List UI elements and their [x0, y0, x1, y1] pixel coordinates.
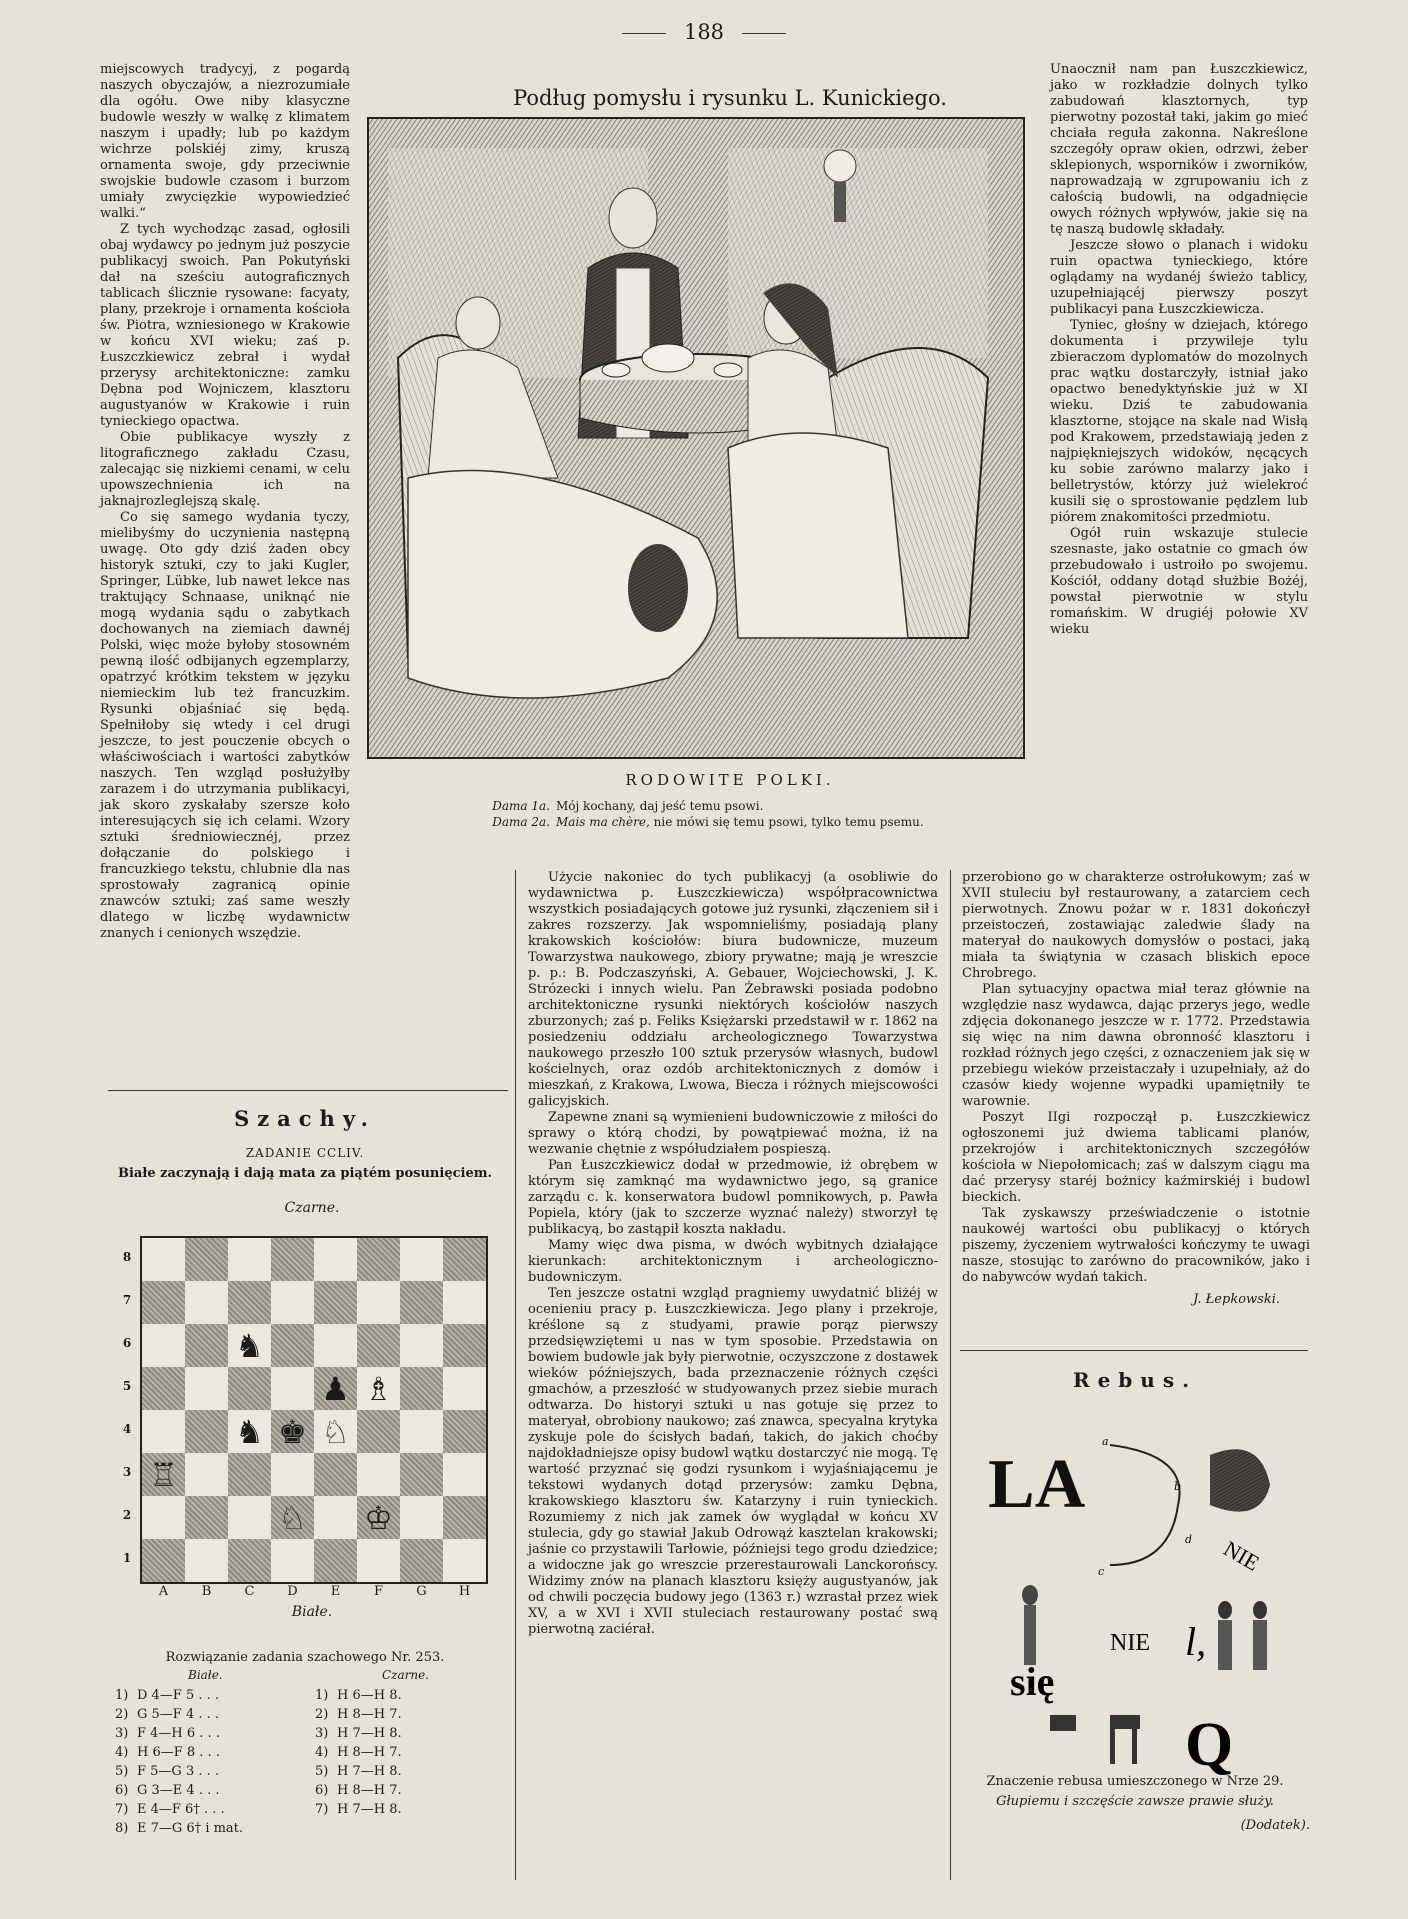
chess-square [357, 1281, 400, 1324]
chess-piece: ♘ [278, 1498, 307, 1537]
article-paragraph: Zapewne znani są wymienieni budowniczowie z miłości do sprawy o którą chodzi, by powątpiewać można, iż na wezwanie chętnie z współudziałem pospieszą. [528, 1110, 938, 1157]
solution-white-move: E 4—F 6† . . . [137, 1802, 225, 1817]
chess-square [400, 1238, 443, 1281]
chess-piece: ♗ [364, 1369, 393, 1408]
column-right-bottom [962, 870, 1310, 1330]
caption-speaker: Dama 1a. [492, 799, 550, 813]
file-label: H [458, 1584, 471, 1599]
article-paragraph: Użycie nakoniec do tych publikacyj (a osobliwie do wydawnictwa p. Łuszczkiewicza) współpracownictwa wszystkich posiadających gotowe już rysunki, złączeniem sił i zakres rozszerzy. Jak wspomnieliśmy, posiadają plany krakowskich kościołów: biura budownicze, muzeum Towarzystwa naukowego, zbiory prywatne; mają je wreszcie p. p.: B. Podczaszyński, A. Gebauer, Wojciechowski, J. K. Strózecki i innych wielu. Pan Żebrawski posiada podobno architektoniczne rysunki niektórych kościołów naszych zburzonych; zaś p. Feliks Księżarski przedstawił w r. 1862 na posiedzeniu oddziału archeologicznego Towarzystwa naukowego przeszło 100 sztuk przerysów własnych, budowl kościelnych, oraz ozdób architektonicznych z domów i mieszkań, z Krakowa, Lwowa, Biecza i różnych miejscowości galicyjskich. [528, 870, 938, 1109]
rank-label: 2 [122, 1508, 132, 1522]
solution-move-number: 6) [115, 1783, 129, 1798]
chess-square [400, 1324, 443, 1367]
chess-square [357, 1539, 400, 1582]
section-divider [108, 1090, 508, 1091]
rebus-title: Rebus. [1072, 1368, 1198, 1392]
chess-square [271, 1367, 314, 1410]
rebus-man-icon [1022, 1585, 1038, 1605]
section-divider [960, 1350, 1308, 1351]
chess-square [400, 1539, 443, 1582]
chess-square [314, 1453, 357, 1496]
chess-square [357, 1367, 400, 1410]
solution-white-move: H 6—F 8 . . . [137, 1745, 220, 1760]
rebus-two-men-icon [1218, 1601, 1267, 1670]
solution-move-number: 2) [315, 1707, 329, 1722]
solution-move-number: 3) [115, 1726, 129, 1741]
article-paragraph: Ogół ruin wskazuje stulecie szesnaste, jako ostatnie co gmach ów przebudowało i ustroiło po swojemu. Kościół, oddany dotąd służbie Bożéj, powstał pierwotnie w stylu romańskim. W drugiéj połowie XV wieku [1050, 526, 1308, 637]
chess-square [400, 1496, 443, 1539]
chess-square [400, 1453, 443, 1496]
chess-solution-title: Rozwiązanie zadania szachowego Nr. 253. [165, 1650, 445, 1665]
chess-square [357, 1453, 400, 1496]
chess-board [140, 1236, 488, 1584]
chess-square [142, 1453, 185, 1496]
chess-square [185, 1367, 228, 1410]
chess-square [400, 1410, 443, 1453]
chess-piece: ♟ [321, 1369, 350, 1408]
solution-black-head: Czarne. [382, 1668, 430, 1682]
caption-line-1 [472, 799, 763, 813]
chess-square [271, 1238, 314, 1281]
chess-piece: ♖ [149, 1455, 178, 1494]
rebus-l: l, [1185, 1619, 1207, 1664]
chess-square [314, 1496, 357, 1539]
chess-piece: ♞ [235, 1326, 264, 1365]
chess-square [443, 1539, 486, 1582]
rank-label: 4 [122, 1422, 132, 1436]
solution-move-number: 7) [315, 1802, 329, 1817]
chess-square [443, 1324, 486, 1367]
chess-square [271, 1410, 314, 1453]
chess-square [228, 1238, 271, 1281]
solution-black-move: H 8—H 7. [337, 1707, 402, 1722]
solution-white-move: G 3—E 4 . . . [137, 1783, 220, 1798]
rebus-fish-head-icon [1210, 1449, 1270, 1511]
chess-square [185, 1410, 228, 1453]
rebus-nie: NIE [1219, 1535, 1264, 1576]
rank-label: 6 [122, 1336, 132, 1350]
chess-square [357, 1496, 400, 1539]
caption-speaker: Dama 2a. [492, 815, 550, 829]
article-paragraph: Pan Łuszczkiewicz dodał w przedmowie, iż obrębem w którym się zamknąć ma wydawnictwo jego, są granice zarządu c. k. konserwatora budowl pomnikowych, p. Pawła Popiela, który (jak to szczerze wyznać należy) stworzył tę publikacyą, bo zastąpił koszta nakładu. [528, 1158, 938, 1237]
teacup-icon [714, 363, 742, 377]
chess-square [357, 1324, 400, 1367]
article-paragraph: Ten jeszcze ostatni wzgląd pragniemy uwydatnić bliżéj w ocenieniu pracy p. Łuszczkiewicza. Jego plany i przekroje, kréślone są z studyami, prawie porąz pierwszy przedsięwziętemi u nas w tym sposobie. Przedstawia on bowiem budowle jak były pierwotnie, oczyszczone z dostawek wieków późniejszych, bada przeznaczenie różnych części gmachów, a przeszłość w studyowanych przez siebie murach odtwarza. Do historyi sztuki u nas gotuje się przez to materyał, obrobiony naukowo; zaś znawca, specyalna krytyka zyskuje pole do ścisłych badań, takich, do jakich choćby najdokładniejsze opisy budowl wątku dostarczyć nie mogą. Tę wartość przyznać się godzi rysunkom i wyjaśniającemu je tekstowi wydanych dotąd przerysów: zamku Dębna, krakowskiego klasztoru św. Katarzyny i ruin tynieckich. Rozumiemy z nich jak zamek ów wyglądał w końcu XV stulecia, gdy go stawiał Jakub Odrowąż kasztelan krakowski; jaśnie co przystawili Tarłowie, późniejsi tego grodu dziedzice; a widoczne jak go wreszcie przerestaurowali Lanckorońscy. Widzimy znów na planach klasztoru księży augustyanów, jak od chwili poczęcia budowy jego (1363 r.) wzrastał przez wiek XV, a w XVI i XVII stuleciach restaurowany postać swą pierwotną zaciérał. [528, 1286, 938, 1637]
chess-square [142, 1238, 185, 1281]
column-rule [950, 870, 951, 1880]
article-paragraph: Mamy więc dwa pisma, w dwóch wybitnych działające kierunkach: architektonicznym i archeologiczno-budowniczym. [528, 1238, 938, 1285]
solution-move-number: 2) [115, 1707, 129, 1722]
teacup-icon [602, 363, 630, 377]
rebus-footer-answer: Głupiemu i szczęście zawsze prawie służy. [996, 1794, 1274, 1809]
article-paragraph: miejscowych tradycyj, z pogardą naszych obyczajów, a niezrozumiałe dla ogółu. Owe niby klasyczne budowle weszły w walkę z klimatem naszym i upadły; lub po każdym wichrze polskiéj zimy, kruszą ornamenta swoje, gdy przeciwnie swojskie budowle czasom i burzom umiały zwycięzkie wypowiedzieć walki.“ [100, 62, 350, 221]
article-paragraph: Unaocznił nam pan Łuszczkiewicz, jako w rozkładzie dolnych tylko zabudowań klasztornych, typ pierwotny pozostał taki, jakim go mieć chciała reguła zakonna. Nakreślone szczegóły opraw okien, odrzwi, żeber sklepionych, wsporników i zworników, naprowadzają w zgrupowaniu ich z całością budowli, na odgadnięcie owych różnych wpływów, jakie się na tę naszą budowlę składały. [1050, 62, 1308, 237]
solution-move-number: 1) [315, 1688, 329, 1703]
rebus-letter: d [1185, 1533, 1193, 1546]
chess-square [443, 1281, 486, 1324]
caption-text-italic: Mais ma chère, [556, 815, 650, 829]
lamp-icon [824, 150, 856, 182]
solution-black-move: H 8—H 7. [337, 1783, 402, 1798]
rebus-la: LA [988, 1446, 1086, 1523]
solution-white-head: Białe. [188, 1668, 223, 1682]
solution-black-move: H 6—H 8. [337, 1688, 402, 1703]
file-label: G [416, 1584, 427, 1599]
chess-square [443, 1367, 486, 1410]
article-paragraph: Z tych wychodząc zasad, ogłosili obaj wydawcy po jednym już poszycie publikacyj swoich. Pan Pokutyński dał na sześciu autograficznych tablicach ślicznie rysowane: facyaty, plany, przekroje i ornamenta kościoła św. Piotra, wzniesionego w Krakowie w końcu XVI wieku; zaś p. Łuszczkiewicz zebrał i wydał przerysy architektoniczne: zamku Dębna pod Wojniczem, klasztoru augustyanów w Krakowie i ruin tynieckiego opactwa. [100, 222, 350, 429]
chess-square [314, 1410, 357, 1453]
chess-square [228, 1496, 271, 1539]
chess-square [142, 1367, 185, 1410]
caption-text: Mój kochany, daj jeść temu psowi. [556, 799, 764, 813]
chess-square [142, 1324, 185, 1367]
solution-move-number: 5) [315, 1764, 329, 1779]
chess-square [314, 1238, 357, 1281]
chess-square [443, 1410, 486, 1453]
chess-piece: ♞ [235, 1412, 264, 1451]
chess-piece: ♚ [278, 1412, 307, 1451]
file-label: F [373, 1584, 384, 1599]
rebus-sie: się [1010, 1659, 1055, 1704]
rebus-footer-note: (Dodatek). [1240, 1818, 1310, 1833]
author-signature: J. Łepkowski. [1193, 1292, 1280, 1307]
solution-move-number: 7) [115, 1802, 129, 1817]
rank-label: 5 [122, 1379, 132, 1393]
chess-square [228, 1367, 271, 1410]
rank-labels [118, 1236, 136, 1580]
white-side-label: Białe. [291, 1604, 333, 1620]
illustration-engraving [368, 118, 1024, 758]
article-paragraph: przerobiono go w charakterze ostrołukowym; zaś w XVII stuleciu był restaurowany, a zatarciem cech pierwotnych. Znowu pożar w r. 1831 dokończył przeistoczeń, zostawiając zaledwie ślady na materyał do naukowych domysłów o postaci, jaką miała ta świątynia w czasach bliskich epoce Chrobrego. [962, 870, 1310, 981]
caption-line-2 [472, 815, 924, 829]
page-number-text: 188 [683, 20, 725, 44]
chess-problem-rule: Białe zaczynają i dają mata za piątém posunięciem. [117, 1166, 493, 1181]
article-paragraph: Co się samego wydania tyczy, mielibyśmy do uczynienia następną uwagę. Oto gdy dziś żaden obcy historyk sztuki, czy to jaki Kugler, Springer, Lübke, lub nawet lekce nas traktujący Schnaase, uniknąć nie mogą wydania sądu o zabytkach dochowanych na ziemiach dawnéj Polski, więc może byłoby stosowném pewną ilość odbijanych egzemplarzy, opatrzyć krótkim tekstem w języku niemieckim lub też francuzkim. Rysunki objaśniać się będą. Spełniłoby się wtedy i cel drugi jeszcze, to jest pouczenie obcych o właściwościach i wartości zabytków naszych. Ten wzgląd posłużyłby zarazem i do utrzymania publikacyi, jak skoro zyskałaby szersze koło interesujących się ich celami. Wzory sztuki średniowiecznéj, przez dołączanie do polskiego i francuzkiego tekstu, chlubnie dla nas sprostowały zagranicą opinie znawców sztuki; zaś same weszły dlatego w liczbę wydawnictw znanych i cenionych wszędzie. [100, 510, 350, 941]
chess-square [185, 1453, 228, 1496]
solution-white-move: G 5—F 4 . . . [137, 1707, 220, 1722]
chess-square [357, 1238, 400, 1281]
chess-square [443, 1496, 486, 1539]
chess-square [185, 1324, 228, 1367]
rank-label: 1 [122, 1551, 132, 1565]
solution-move-number: 8) [115, 1821, 129, 1836]
chess-problem-number: ZADANIE CCLIV. [245, 1146, 365, 1160]
caption-text: nie mówi się temu psowi, tylko temu psemu. [649, 815, 924, 829]
chess-square [443, 1238, 486, 1281]
rebus-q: Q [1185, 1711, 1234, 1779]
rebus-nie-small: NIE [1110, 1630, 1150, 1656]
article-paragraph: Tyniec, głośny w dziejach, którego dokumenta i przywileje tylu zbieraczom dyplomatów do mozolnych prac wątku dostarczyły, istniał jako opactwo benedyktyńskie już w XI wieku. Dziś te zabudowania klasztorne, stojące na skale nad Wisłą pod Krakowem, przedstawiają jeden z najpiękniejszych widoków, nęcących ku sobie zarówno malarzy jako i belletrystów, którzy już wielekroć kusili się o sprostowanie pędzlem lub piórem znakomitości przedmiotu. [1050, 318, 1308, 525]
chess-square [314, 1324, 357, 1367]
column-middle [528, 870, 938, 1878]
chess-piece: ♔ [364, 1498, 393, 1537]
solution-black-move: H 7—H 8. [337, 1764, 402, 1779]
article-paragraph: Poszyt IIgi rozpoczął p. Łuszczkiewicz ogłoszonemi już dwiema tablicami planów, przekrojów i architektonicznych szczegółów kościoła w Niepołomicach; zaś w dalszym ciągu ma dać przerysy staréj bożnicy kaźmirskiéj i budowl bieckich. [962, 1110, 1310, 1205]
illustration-title: RODOWITE POLKI. [625, 771, 835, 789]
dog-figure [628, 544, 688, 632]
file-label: B [201, 1584, 212, 1599]
black-side-label: Czarne. [284, 1200, 340, 1216]
chess-square [228, 1324, 271, 1367]
solution-move-number: 1) [115, 1688, 129, 1703]
rebus-horse-legs-icon [1050, 1715, 1140, 1764]
rebus-letter: b [1174, 1480, 1182, 1493]
chess-square [185, 1281, 228, 1324]
solution-move-number: 5) [115, 1764, 129, 1779]
file-label: C [244, 1584, 255, 1599]
chess-square [142, 1281, 185, 1324]
solution-black-move: H 7—H 8. [337, 1802, 402, 1817]
solution-move-number: 6) [315, 1783, 329, 1798]
file-labels [142, 1584, 486, 1599]
article-paragraph: Obie publikacye wyszły z litograficznego zakładu Czasu, zalecając się nizkiemi cenami, w celu upowszechnienia ich na jaknajrozleglejszą skalę. [100, 430, 350, 509]
chess-piece: ♘ [321, 1412, 350, 1451]
column-right-top [1050, 62, 1308, 866]
solution-white-move: F 4—H 6 . . . [137, 1726, 220, 1741]
chess-square [228, 1539, 271, 1582]
chess-square [142, 1496, 185, 1539]
solution-white-move: E 7—G 6† i mat. [137, 1821, 244, 1836]
chess-square [228, 1281, 271, 1324]
chess-square [271, 1324, 314, 1367]
chess-square [314, 1539, 357, 1582]
chess-square [443, 1453, 486, 1496]
rank-label: 7 [122, 1293, 132, 1307]
solution-white-move: D 4—F 5 . . . [137, 1688, 220, 1703]
rank-label: 8 [122, 1250, 132, 1264]
chess-section-title: Szachy. [234, 1106, 376, 1131]
solution-black-move: H 8—H 7. [337, 1745, 402, 1760]
column-rule [515, 870, 516, 1880]
solution-move-number: 4) [115, 1745, 129, 1760]
file-label: A [158, 1584, 169, 1599]
rebus-picture [960, 1395, 1310, 1779]
chess-square [142, 1410, 185, 1453]
article-paragraph: Jeszcze słowo o planach i widoku ruin opactwa tynieckiego, które oglądamy na wydanéj świeżo tablicy, uzupełniającéj pierwszy poszyt publikacyi pana Łuszczkiewicza. [1050, 238, 1308, 317]
chess-square [400, 1367, 443, 1410]
chess-square [185, 1539, 228, 1582]
chess-square [271, 1539, 314, 1582]
teapot-icon [642, 344, 694, 372]
chess-square [314, 1281, 357, 1324]
solution-black-move: H 7—H 8. [337, 1726, 402, 1741]
chess-square [228, 1453, 271, 1496]
article-paragraph: Plan sytuacyjny opactwa miał teraz głównie na względzie nasz wydawca, dając przerys jego, wedle zdjęcia dokonanego jeszcze w r. 1772. Przedstawia się więc na nim dawna obronność klasztoru i rozkład różnych jego części, z oznaczeniem jak się w przebiegu wieków przeistaczały i uzupełniały, aż do czasów kiedy wojenne wypadki upamiętniły te warownie. [962, 982, 1310, 1109]
rebus-letter: a [1102, 1435, 1109, 1448]
chess-square [271, 1281, 314, 1324]
solution-move-number: 4) [315, 1745, 329, 1760]
page-number [0, 20, 1408, 44]
illustration-heading: Podług pomysłu i rysunku L. Kunickiego. [513, 86, 947, 110]
solution-move-number: 3) [315, 1726, 329, 1741]
column-left [100, 62, 350, 941]
file-label: D [287, 1584, 298, 1599]
chess-square [400, 1281, 443, 1324]
chess-square [357, 1410, 400, 1453]
rebus-footer-previous: Znaczenie rebusa umieszczonego w Nrze 29. [986, 1774, 1284, 1789]
chess-square [185, 1496, 228, 1539]
article-paragraph: Tak zyskawszy przeświadczenie o istotnie naukowéj wartości obu publikacyj o których piszemy, życzeniem wytrwałości kończymy te uwagi nasze, stosując to zarówno do pracowników, jako i do nabywców wydań takich. [962, 1206, 1310, 1285]
chess-square [271, 1496, 314, 1539]
solution-white-move: F 5—G 3 . . . [137, 1764, 220, 1779]
chess-square [185, 1238, 228, 1281]
rebus-letter: c [1098, 1565, 1105, 1578]
rank-label: 3 [122, 1465, 132, 1479]
chess-square [228, 1410, 271, 1453]
rebus-curve [1110, 1445, 1180, 1565]
chess-square [314, 1367, 357, 1410]
file-label: E [330, 1584, 341, 1599]
chess-square [271, 1453, 314, 1496]
chess-square [142, 1539, 185, 1582]
